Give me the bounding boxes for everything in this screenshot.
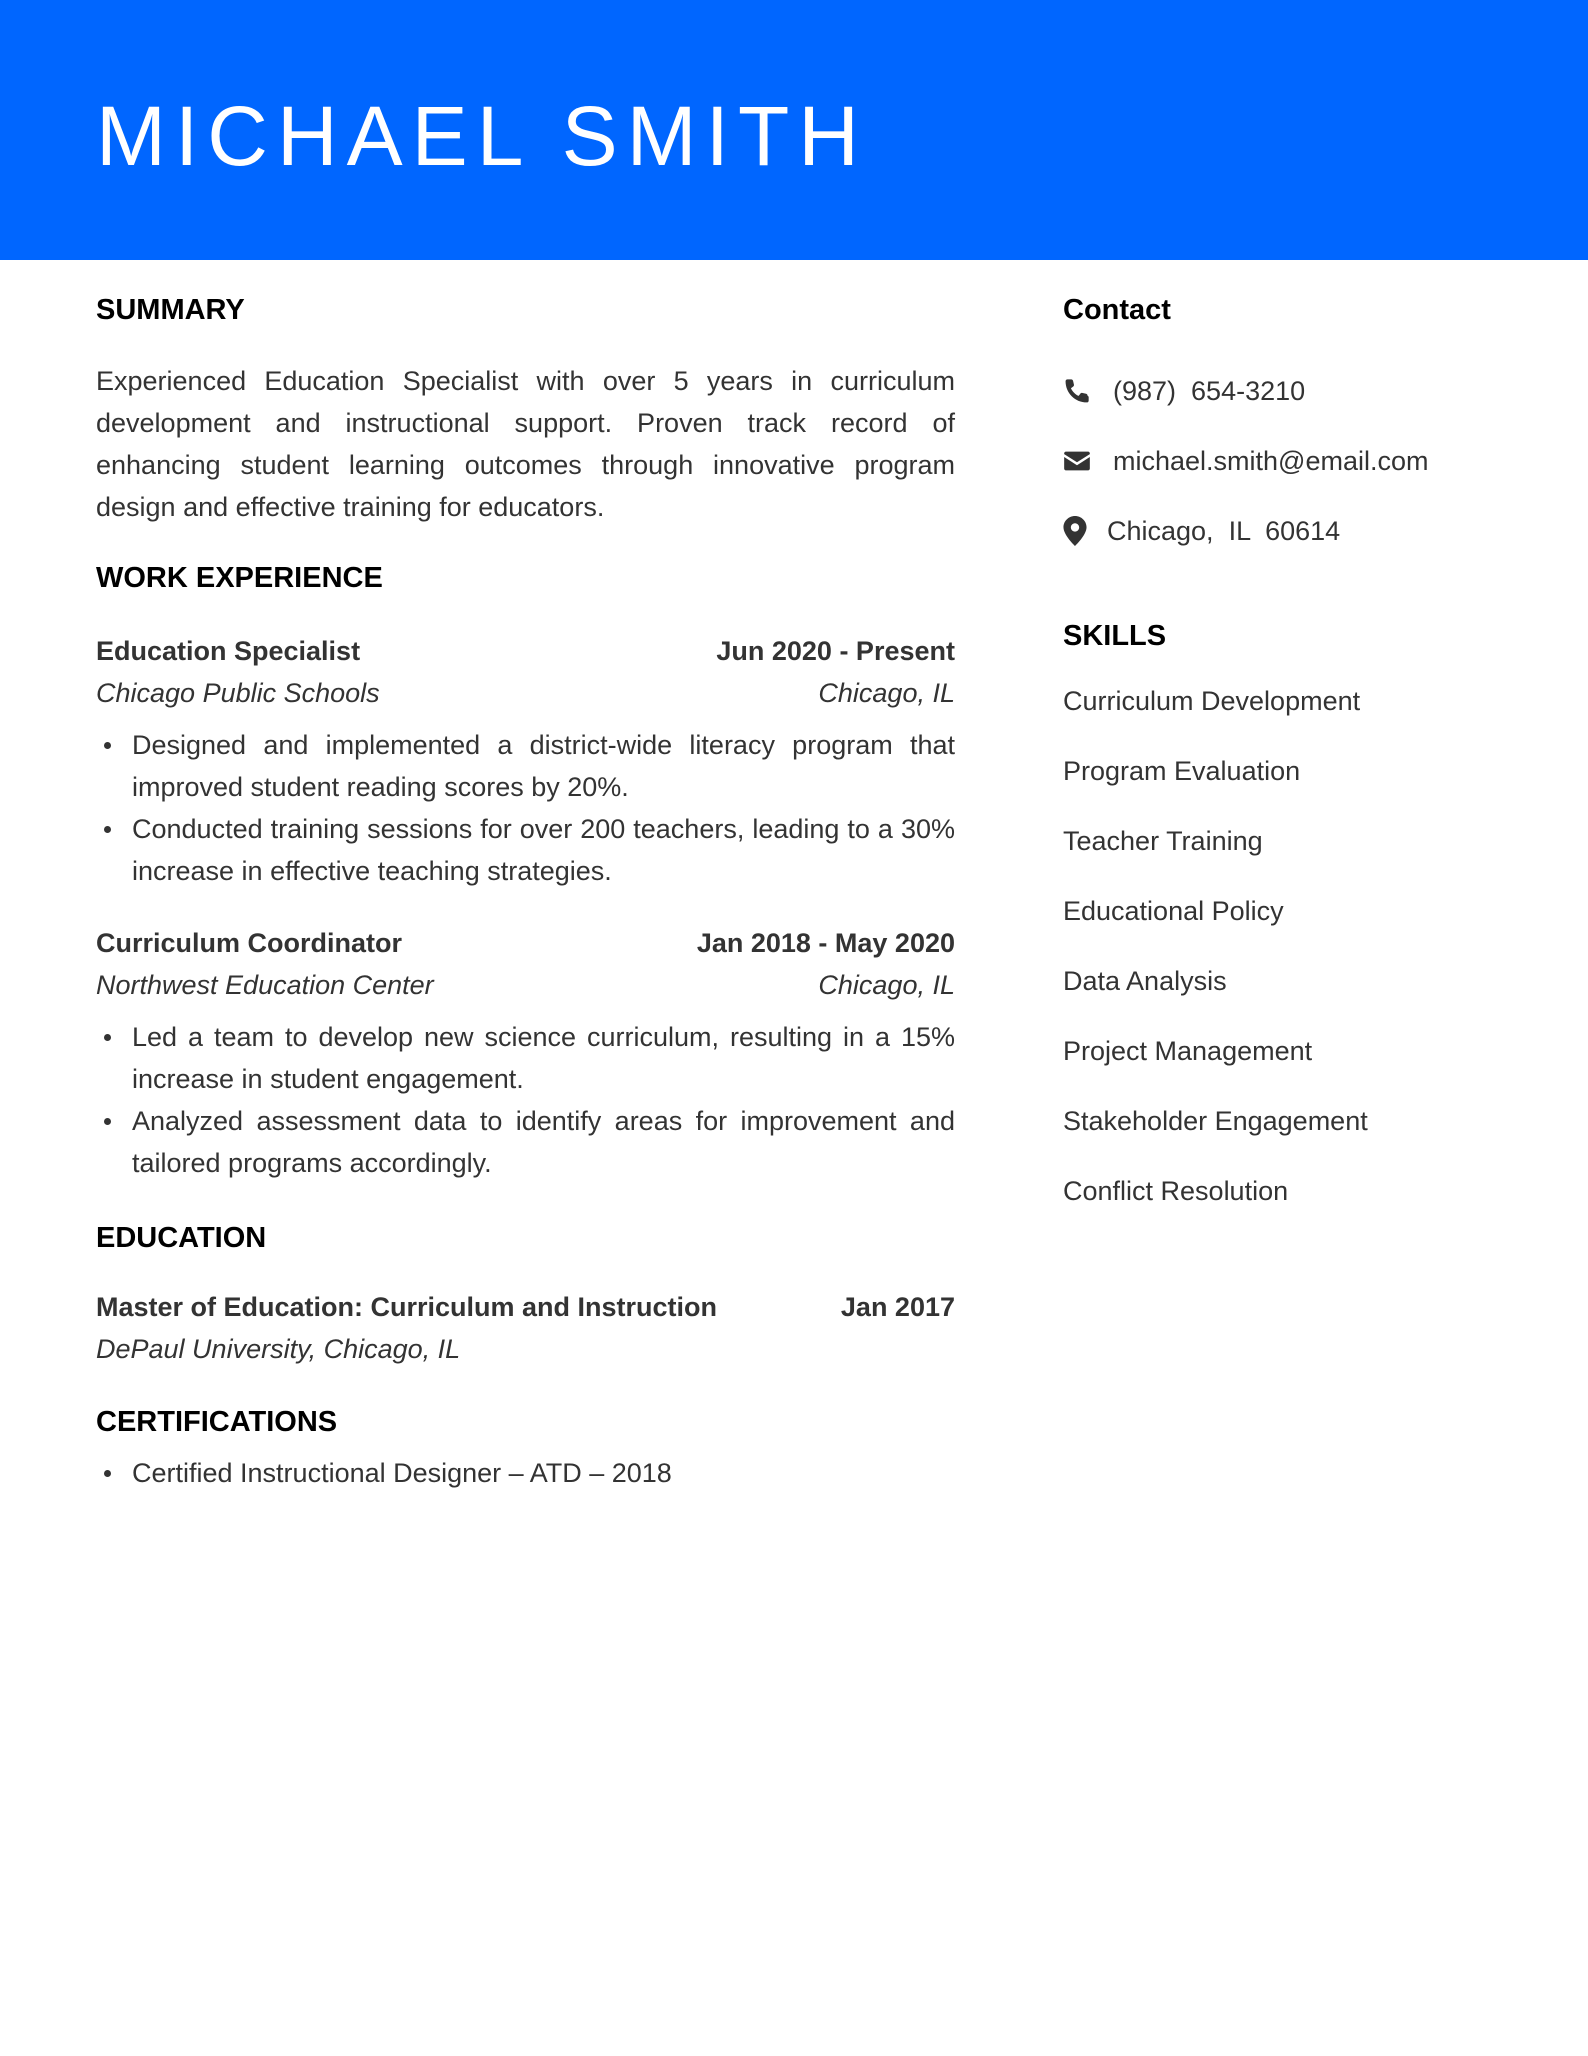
- job-dates: Jun 2020 - Present: [716, 636, 955, 666]
- certifications-heading: CERTIFICATIONS: [96, 1406, 338, 1438]
- email-address[interactable]: michael.smith@email.com: [1113, 446, 1429, 476]
- contact-list: [1063, 370, 1503, 552]
- job-bullets: [96, 724, 955, 892]
- job-bullets: [96, 1016, 955, 1184]
- header-banner: [0, 0, 1588, 260]
- contact-location: [1063, 510, 1503, 552]
- job-entry: [96, 630, 955, 892]
- job-dates: Jan 2018 - May 2020: [696, 928, 955, 958]
- contact-heading: Contact: [1063, 294, 1171, 326]
- location-text: Chicago, IL 60614: [1107, 516, 1341, 546]
- job-company: Northwest Education Center: [96, 970, 434, 1000]
- certification-item: Certified Instructional Designer – ATD – 2018: [96, 1452, 955, 1494]
- phone-number: (987) 654-3210: [1113, 376, 1306, 406]
- job-bullet: Led a team to develop new science curriculum, resulting in a 15% increase in student engagement.: [96, 1016, 955, 1100]
- degree: Master of Education: Curriculum and Instruction: [96, 1292, 718, 1322]
- certifications-list: [96, 1452, 955, 1494]
- job-location: Chicago, IL: [818, 970, 955, 1000]
- degree-date: Jan 2017: [840, 1292, 955, 1322]
- work-experience-heading: WORK EXPERIENCE: [96, 562, 383, 594]
- phone-icon: [1063, 376, 1093, 406]
- contact-phone: [1063, 370, 1503, 412]
- education-entry: [96, 1286, 955, 1370]
- summary-text: Experienced Education Specialist with over 5 years in curriculum development and instructional support. Proven track record of enhancing student learning outcomes through innovative program design and effective training for educators.: [96, 366, 955, 522]
- skill-item: Educational Policy: [1063, 896, 1284, 926]
- job-bullet: Designed and implemented a district-wide literacy program that improved student reading scores by 20%.: [96, 724, 955, 808]
- skill-item: Teacher Training: [1063, 826, 1263, 856]
- job-bullet: Analyzed assessment data to identify areas for improvement and tailored programs accordingly.: [96, 1100, 955, 1184]
- job-location: Chicago, IL: [818, 678, 955, 708]
- map-pin-icon: [1063, 516, 1093, 546]
- education-heading: EDUCATION: [96, 1222, 267, 1254]
- envelope-icon: [1063, 446, 1093, 476]
- main-column: [96, 290, 955, 1494]
- skill-item: Stakeholder Engagement: [1063, 1106, 1368, 1136]
- skill-item: Conflict Resolution: [1063, 1176, 1289, 1206]
- skill-item: Project Management: [1063, 1036, 1313, 1066]
- job-role: Curriculum Coordinator: [96, 928, 403, 958]
- skills-heading: SKILLS: [1063, 620, 1167, 652]
- job-bullet: Conducted training sessions for over 200 teachers, leading to a 30% increase in effective teaching strategies.: [96, 808, 955, 892]
- job-entry: [96, 922, 955, 1184]
- summary-heading: SUMMARY: [96, 294, 245, 326]
- school: DePaul University, Chicago, IL: [96, 1334, 461, 1364]
- job-role: Education Specialist: [96, 636, 361, 666]
- job-company: Chicago Public Schools: [96, 678, 380, 708]
- skill-item: Data Analysis: [1063, 966, 1227, 996]
- candidate-name: MICHAEL SMITH: [96, 89, 868, 183]
- skills-list: [1063, 680, 1503, 1212]
- skill-item: Program Evaluation: [1063, 756, 1301, 786]
- side-column: [1063, 290, 1503, 1212]
- contact-email: [1063, 440, 1503, 482]
- skill-item: Curriculum Development: [1063, 686, 1361, 716]
